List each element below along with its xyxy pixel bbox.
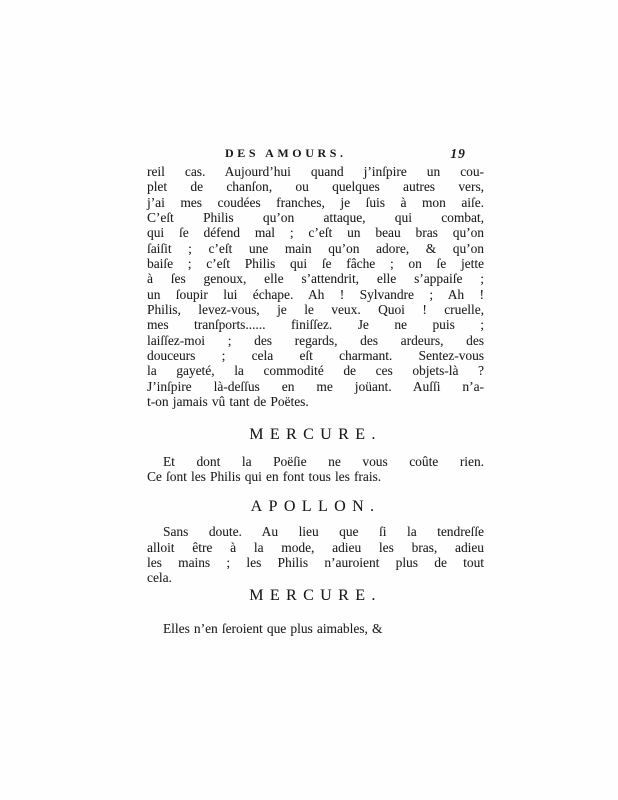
text-line: les mains ; les Philis n’auroient plus de tout [147, 554, 484, 570]
text-line: plet de chanſon, ou quelques autres vers, [147, 179, 484, 195]
text-line: à ſes genoux, elle s’attendrit, elle s’appaiſe ; [147, 271, 484, 287]
text-line: laiſſez-moi ; des regards, des ardeurs, des [147, 332, 484, 348]
text-line: Elles n’en ſeroient que plus aimables, & [163, 620, 383, 636]
text-line: mes tranſports...... finiſſez. Je ne puis ; [147, 317, 484, 333]
text-line: Philis, levez-vous, je le veux. Quoi ! cruelle, [147, 302, 484, 318]
speaker-heading-mercure-2: MERCURE. [249, 586, 382, 604]
text-line: reil cas. Aujourd’hui quand j’inſpire un cou- [147, 164, 484, 179]
text-line: qui ſe défend mal ; c’eſt un beau bras qu’on [147, 225, 484, 241]
paragraph-mercure-speech-2 [147, 621, 484, 636]
running-title: DES AMOURS. [225, 146, 347, 160]
text-line: j’ai mes coudées franches, je ſuis à mon aiſe. [147, 194, 484, 210]
text-line: t-on jamais vû tant de Poëtes. [147, 394, 309, 410]
paragraph-apollon-speech [147, 164, 484, 410]
text-line: baiſe ; c’eſt Philis qui ſe fâche ; on ſe jette [147, 256, 484, 272]
page-number: 19 [450, 146, 466, 161]
paragraph-mercure-speech-1 [147, 454, 484, 485]
text-line: alloit être à la mode, adieu les bras, adieu [147, 539, 484, 555]
running-header [147, 146, 484, 162]
text-block [147, 146, 484, 636]
text-line: C’eſt Philis qu’on attaque, qui combat, [147, 210, 484, 226]
text-line: Et dont la Poëſie ne vous coûte rien. [163, 453, 484, 469]
text-line: ſaiſit ; c’eſt une main qu’on adore, & qu’on [147, 240, 484, 256]
text-line: la gayeté, la commodité de ces objets-là ? [147, 363, 484, 379]
text-line: cela. [147, 570, 172, 586]
paragraph-apollon-speech-2 [147, 524, 484, 585]
text-line: douceurs ; cela eſt charmant. Sentez-vous [147, 348, 484, 364]
text-line: J’inſpire là-deſſus en me joüant. Auſſi n’a- [147, 378, 484, 394]
text-line: Sans doute. Au lieu que ſi la tendreſſe [163, 524, 484, 540]
speaker-heading-mercure-1: MERCURE. [249, 425, 382, 443]
text-line: un ſoupir lui échape. Ah ! Sylvandre ; Ah ! [147, 286, 484, 302]
speaker-heading-apollon: APOLLON. [250, 498, 381, 516]
text-line: Ce ſont les Philis qui en font tous les frais. [147, 468, 382, 484]
